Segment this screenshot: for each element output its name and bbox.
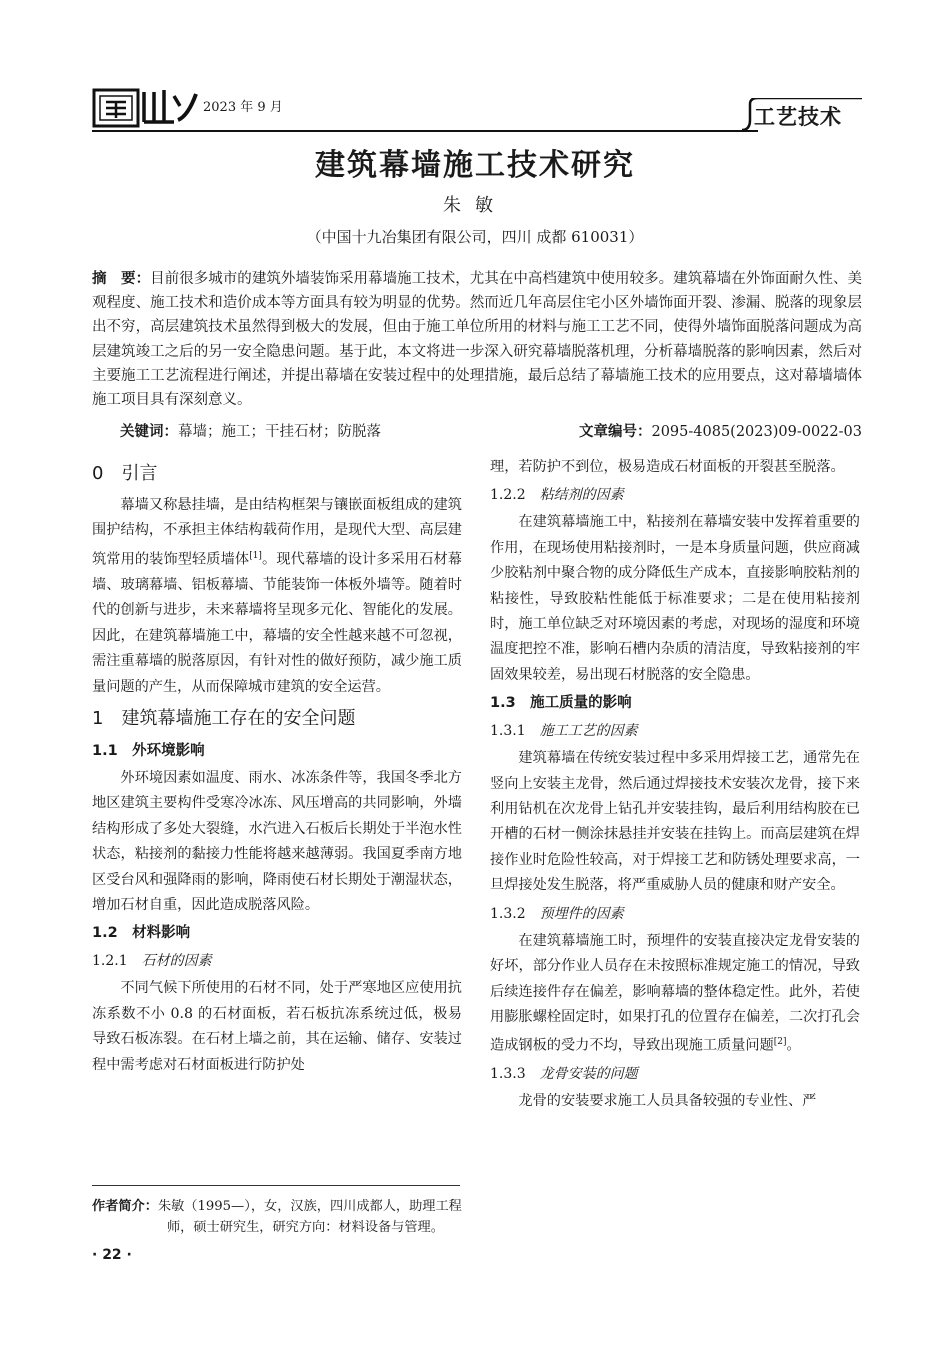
paragraph: 外环境因素如温度、雨水、冰冻条件等，我国冬季北方地区建筑主要构件受寒冷冰冻、风压增高的共同影响，外墙结构形成了多处大裂缝，水汽进入石板后长期处于半泡水性状态，粘接剂的黏接力性能将越来越薄弱。我国夏季南方地区受台风和强降雨的影响，降雨使石材长期处于潮湿状态，增加石材自重，因此造成脱落风险。 bbox=[92, 769, 462, 914]
subsection-heading: 1.2 材料影响 bbox=[92, 925, 191, 942]
paragraph-text: 在建筑幕墙施工时，预埋件的安装直接决定龙骨安装的好坏，部分作业人员存在未按照标准规定施工的情况，导致后续连接件存在偏差，影响幕墙的整体稳定性。此外，若使用膨胀螺栓固定时，如果打孔的位置存在偏差，二次打孔会造成钢板的受力不均，导致出现施工质量问题 bbox=[490, 932, 860, 1055]
paragraph-text: 。 bbox=[786, 1038, 801, 1055]
heading-title: 粘结剂的因素 bbox=[539, 487, 624, 504]
heading-number: 1.3.2 bbox=[490, 905, 526, 922]
paragraph bbox=[490, 929, 860, 1060]
subsubsection-heading bbox=[490, 718, 860, 744]
article-number-value: 2095-4085(2023)09-0022-03 bbox=[651, 424, 862, 440]
abstract-label: 摘 要： bbox=[92, 271, 151, 287]
abstract-text: 目前很多城市的建筑外墙装饰采用幕墙施工技术，尤其在中高档建筑中使用较多。建筑幕墙在外饰面耐久性、美观程度、施工技术和造价成本等方面具有较为明显的优势。然而近几年高层住宅小区外墙饰面开裂、渗漏、脱落的现象层出不穷，高层建筑技术虽然得到极大的发展，但由于施工单位所用的材料与施工工艺不同，使得外墙饰面脱落问题成为高层建筑竣工之后的另一安全隐患问题。基于此，本文将进一步深入研究幕墙脱落机理，分析幕墙脱落的影响因素，然后对主要施工工艺流程进行阐述，并提出幕墙在安装过程中的处理措施，最后总结了幕墙施工技术的应用要点，这对幕墙墙体施工项目具有深刻意义。 bbox=[92, 271, 863, 409]
subsection-heading: 1.1 外环境影响 bbox=[92, 742, 205, 759]
keywords-label: 关键词： bbox=[120, 424, 178, 440]
paragraph: 建筑幕墙在传统安装过程中多采用焊接工艺，通常先在竖向上安装主龙骨，然后通过焊接技术安装次龙骨，接下来利用钻机在次龙骨上钻孔并安装挂钩，最后利用结构胶在已开槽的石材一侧涂抹悬挂并安装在挂钩上。而高层建筑在焊接作业时危险性较高，对于焊接工艺和防锈处理要求高，一旦焊接处发生脱落，将严重威胁人员的健康和财产安全。 bbox=[490, 750, 860, 894]
footnote-text: 朱敏（1995—），女，汉族，四川成都人，助理工程 bbox=[157, 1199, 462, 1214]
header-rule bbox=[92, 130, 758, 132]
keywords-text: 幕墙；施工；干挂石材；防脱落 bbox=[178, 424, 381, 440]
page-number: · 22 · bbox=[92, 1247, 132, 1263]
right-column bbox=[490, 455, 860, 1115]
subsubsection-heading bbox=[490, 482, 860, 508]
author: 朱敏 bbox=[443, 195, 507, 216]
citation: [1] bbox=[249, 550, 262, 561]
heading-number: 1.2.2 bbox=[490, 487, 526, 504]
footnote-text: 师，硕士研究生，研究方向：材料设备与管理。 bbox=[167, 1220, 444, 1235]
footnote-rule bbox=[92, 1185, 460, 1186]
abstract bbox=[92, 267, 862, 412]
citation: [2] bbox=[773, 1037, 787, 1048]
paragraph: 龙骨的安装要求施工人员具备较强的专业性、严 bbox=[518, 1093, 817, 1110]
subsubsection-heading bbox=[490, 1061, 860, 1087]
article-number-label: 文章编号： bbox=[578, 424, 652, 440]
paragraph-text: 幕墙又称悬挂墙，是由结构框架与镶嵌面板组成的建筑围护结构，不承担主体结构载荷作用，是现代大型、高层建筑常用的装饰型轻质墙体 bbox=[92, 497, 462, 568]
section-heading: 1 建筑幕墙施工存在的安全问题 bbox=[92, 707, 356, 729]
journal-logo bbox=[92, 86, 200, 130]
footnote-label: 作者简介： bbox=[92, 1199, 158, 1214]
article-title: 建筑幕墙施工技术研究 bbox=[315, 148, 635, 183]
author-footnote bbox=[92, 1196, 467, 1238]
paragraph: 理，若防护不到位，极易造成石材面板的开裂甚至脱落。 bbox=[490, 459, 845, 475]
keywords bbox=[120, 420, 381, 441]
subsection-heading: 1.3 施工质量的影响 bbox=[490, 695, 632, 712]
left-column bbox=[92, 455, 462, 1078]
heading-title: 预埋件的因素 bbox=[539, 905, 624, 922]
issue-date: 2023 年 9 月 bbox=[203, 100, 283, 115]
heading-number: 1.2.1 bbox=[92, 953, 128, 970]
section-heading: 0 引言 bbox=[92, 463, 158, 484]
subsubsection-heading bbox=[490, 901, 860, 927]
heading-title: 施工工艺的因素 bbox=[539, 723, 638, 740]
paragraph-text: 。现代幕墙的设计多采用石材幕墙、玻璃幕墙、铝板幕墙、节能装饰一体板外墙等。随着时代的创新与进步，未来幕墙将呈现多元化、智能化的发展。因此，在建筑幕墙施工中，幕墙的安全性越来越不可忽视，需注重幕墙的脱落原因，有针对性的做好预防，减少施工质量问题的产生，从而保障城市建筑的安全运营。 bbox=[92, 551, 462, 695]
heading-title: 石材的因素 bbox=[141, 953, 212, 970]
article-number bbox=[579, 420, 862, 441]
paragraph: 在建筑幕墙施工中，粘接剂在幕墙安装中发挥着重要的作用，在现场使用粘接剂时，一是本身质量问题，供应商减少胶粘剂中聚合物的成分降低生产成本，直接影响胶粘剂的粘接性，导致胶粘性能低于标准要求；二是在使用粘接剂时，施工单位缺乏对环境因素的考虑，对现场的湿度和环境温度把控不准，影响石槽内杂质的清洁度，导致粘接剂的牢固效果较差，易出现石材脱落的安全隐患。 bbox=[490, 514, 860, 683]
section-tag bbox=[742, 98, 862, 130]
heading-number: 1.3.3 bbox=[490, 1066, 526, 1083]
paragraph bbox=[92, 493, 462, 700]
affiliation: （中国十九冶集团有限公司，四川 成都 610031） bbox=[306, 228, 644, 246]
section-label: 工艺技术 bbox=[754, 105, 842, 129]
paragraph: 不同气候下所使用的石材不同，处于严寒地区应使用抗冻系数不小 0.8 的石材面板，若石板抗冻系统过低，极易导致石板冻裂。在石材上墙之前，其在运输、储存、安装过程中需考虑对石材面板进行防护处 bbox=[92, 980, 462, 1073]
subsubsection-heading bbox=[92, 948, 462, 974]
heading-title: 龙骨安装的问题 bbox=[539, 1066, 638, 1083]
heading-number: 1.3.1 bbox=[490, 723, 526, 740]
